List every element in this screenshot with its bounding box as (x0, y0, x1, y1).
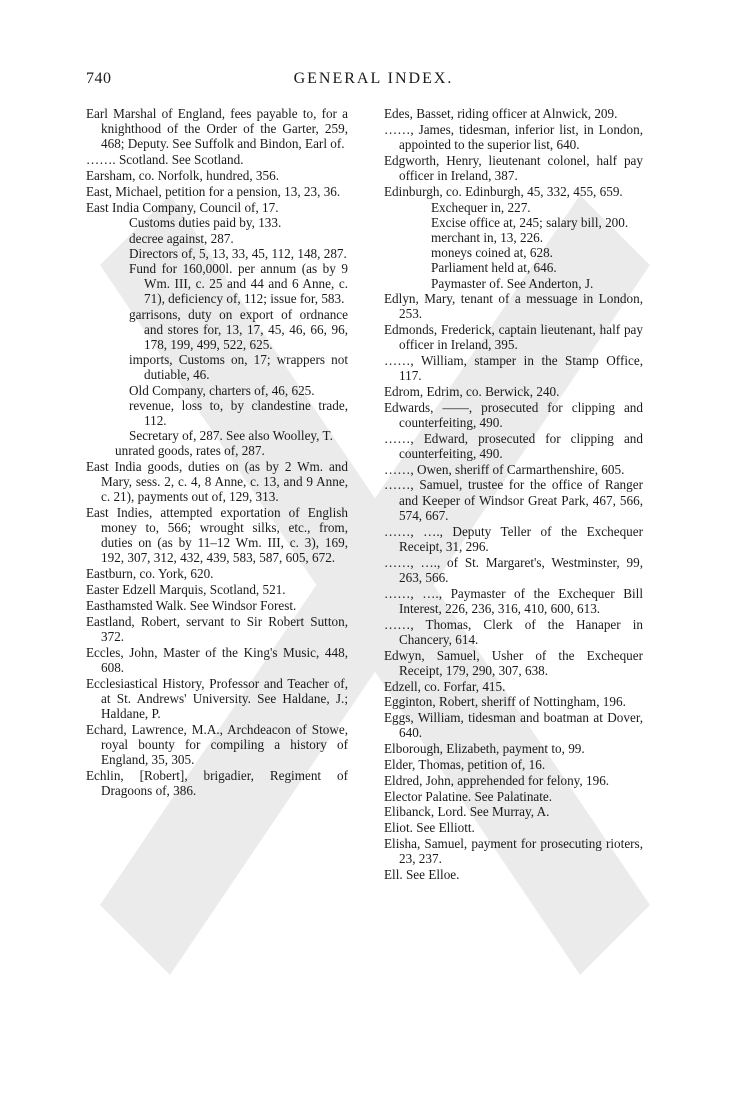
index-entry: Eliot. See Elliott. (384, 820, 475, 836)
index-entry: Eastland, Robert, servant to Sir Robert Sutton, 372. (86, 613, 348, 644)
index-entry: Easthamsted Walk. See Windsor Forest. (86, 597, 297, 613)
index-entry: Edmonds, Frederick, captain lieutenant, half pay officer in Ireland, 395. (384, 321, 643, 353)
index-entry: Echlin, [Robert], brigadier, Regiment of Dragoons of, 386. (86, 768, 348, 799)
index-entry: Ell. See Elloe. (384, 866, 460, 882)
index-entry: Elder, Thomas, petition of, 16. (384, 757, 546, 772)
index-subentry: unrated goods, rates of, 287. (115, 443, 265, 459)
index-entry: Edrom, Edrim, co. Berwick, 240. (384, 383, 560, 399)
index-entry: ……, …., Deputy Teller of the Exchequer Receipt, 31, 296. (384, 523, 643, 554)
index-entry: Earl Marshal of England, fees payable to, for a knighthood of the Order of the Garter, 259, 468; Deputy. See Suffolk and Bindon, Earl of. (86, 106, 348, 152)
index-entry: ……, …., Paymaster of the Exchequer Bill Interest, 226, 236, 316, 410, 600, 613. (384, 585, 643, 616)
index-entry: Edinburgh, co. Edinburgh, 45, 332, 455, 659. (384, 183, 623, 199)
index-subentry: Excise office at, 245; salary bill, 200. (431, 214, 629, 230)
index-entry: East India goods, duties on (as by 2 Wm. and Mary, sess. 2, c. 4, 8 Anne, c. 13, and 9 Anne, c. 21), payments out of, 129, 313. (86, 458, 348, 505)
index-subentry: Exchequer in, 227. (431, 199, 531, 215)
index-column-right (384, 106, 643, 883)
page-number: 740 (86, 70, 112, 87)
index-entry: East India Company, Council of, 17. (86, 199, 279, 215)
index-entry: Elector Palatine. See Palatinate. (384, 788, 553, 804)
index-entry: ……, Owen, sheriff of Carmarthenshire, 605. (384, 461, 625, 477)
index-subentry: revenue, loss to, by clandestine trade, 112. (129, 397, 348, 429)
index-entry: Edwyn, Samuel, Usher of the Exchequer Receipt, 179, 290, 307, 638. (384, 647, 643, 678)
running-title: GENERAL INDEX. (293, 70, 454, 87)
index-entry: Elborough, Elizabeth, payment to, 99. (384, 741, 585, 757)
index-subentry: Old Company, charters of, 46, 625. (129, 382, 315, 398)
index-subentry: garrisons, duty on export of ordnance and stores for, 13, 17, 45, 46, 66, 96, 178, 199, 499, 522, 625. (129, 306, 348, 353)
index-subentry: merchant in, 13, 226. (431, 230, 544, 245)
index-subentry: Fund for 160,000l. per annum (as by 9 Wm. III, c. 25 and 44 and 6 Anne, c. 71), deficiency of, 112; issue for, 583. (129, 261, 348, 307)
index-entry: ……, Thomas, Clerk of the Hanaper in Chancery, 614. (384, 616, 643, 647)
index-entry: ……, Samuel, trustee for the office of Ranger and Keeper of Windsor Great Park, 467, 566, 574, 667. (384, 477, 643, 523)
index-entry: Eldred, John, apprehended for felony, 196. (384, 772, 610, 788)
index-entry: Edlyn, Mary, tenant of a messuage in London, 253. (384, 290, 643, 322)
index-entry: Eastburn, co. York, 620. (86, 566, 214, 582)
index-entry: Egginton, Robert, sheriff of Nottingham, 196. (384, 694, 626, 710)
index-entry: Eccles, John, Master of the King's Music, 448, 608. (86, 644, 348, 675)
index-entry: Eggs, William, tidesman and boatman at Dover, 640. (384, 710, 643, 741)
index-subentry: Paymaster of. See Anderton, J. (431, 275, 594, 291)
index-entry: ……, Edward, prosecuted for clipping and counterfeiting, 490. (384, 430, 643, 461)
index-entry: ……. Scotland. See Scotland. (86, 152, 244, 168)
index-entry: Edzell, co. Forfar, 415. (384, 678, 506, 694)
index-entry: Edwards, ——, prosecuted for clipping and counterfeiting, 490. (384, 399, 643, 430)
index-entry: Echard, Lawrence, M.A., Archdeacon of Stowe, royal bounty for compiling a history of England, 35, 305. (86, 721, 348, 768)
index-subentry: Directors of, 5, 13, 33, 45, 112, 148, 287. (129, 245, 347, 261)
index-entry: ……, James, tidesman, inferior list, in London, appointed to the superior list, 640. (384, 121, 643, 152)
index-entry: East, Michael, petition for a pension, 13, 23, 36. (86, 183, 341, 199)
index-column-left (86, 106, 348, 799)
index-subentry: Parliament held at, 646. (431, 260, 557, 276)
index-subentry: decree against, 287. (129, 230, 234, 246)
index-entry: Edes, Basset, riding officer at Alnwick, 209. (384, 106, 618, 121)
index-entry: ……, William, stamper in the Stamp Office, 117. (384, 352, 643, 384)
index-subentry: moneys coined at, 628. (431, 245, 553, 261)
index-subentry: imports, Customs on, 17; wrappers not dutiable, 46. (129, 352, 348, 383)
index-subentry: Secretary of, 287. See also Woolley, T. (129, 428, 333, 444)
index-entry: Elibanck, Lord. See Murray, A. (384, 804, 550, 820)
index-entry: ……, …., of St. Margaret's, Westminster, 99, 263, 566. (384, 554, 643, 585)
index-entry: Easter Edzell Marquis, Scotland, 521. (86, 582, 286, 598)
index-entry: East Indies, attempted exportation of English money to, 566; wrought silks, etc., from, duties on (as by 11–12 Wm. III, c. 3), 169, 192, 307, 312, 432, 439, 583, 587, 605, 672. (86, 504, 348, 566)
index-entry: Edgworth, Henry, lieutenant colonel, half pay officer in Ireland, 387. (384, 152, 643, 183)
page-header (86, 70, 661, 92)
index-subentry: Customs duties paid by, 133. (129, 215, 282, 231)
index-entry: Earsham, co. Norfolk, hundred, 356. (86, 168, 280, 183)
index-entry: Ecclesiastical History, Professor and Teacher of, at St. Andrews' University. See Haldane, J.; Haldane, P. (86, 675, 348, 722)
index-entry: Elisha, Samuel, payment for prosecuting rioters, 23, 237. (384, 835, 643, 867)
